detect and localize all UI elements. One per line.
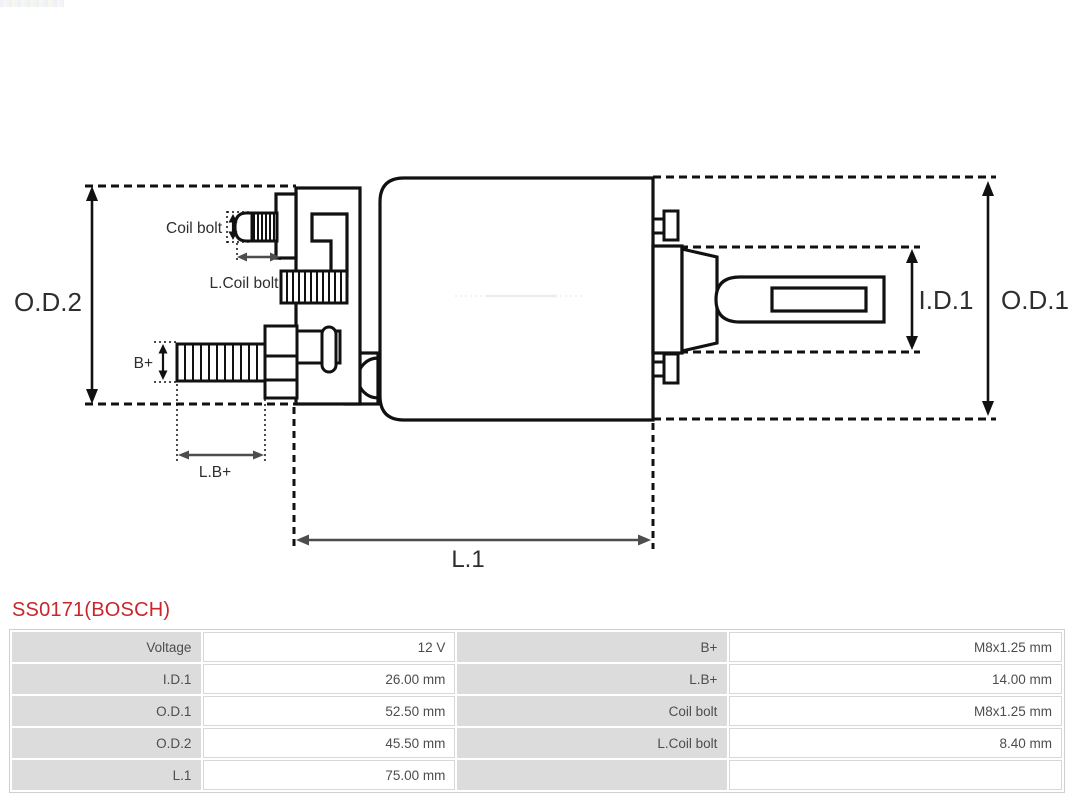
table-row	[12, 728, 1062, 758]
spec-label	[457, 760, 727, 790]
od2-label: O.D.2	[14, 287, 82, 317]
spec-value: 26.00 mm	[203, 664, 455, 694]
b-plus-label: B+	[133, 355, 153, 372]
table-row	[12, 664, 1062, 694]
spec-table	[9, 629, 1065, 793]
lb-plus-label: L.B+	[198, 464, 232, 481]
dim-l1	[296, 535, 651, 574]
spec-label: Voltage	[12, 632, 201, 662]
dim-od2	[14, 186, 98, 404]
dim-b-plus	[134, 344, 168, 380]
spec-value: 75.00 mm	[203, 760, 455, 790]
spec-label: O.D.1	[12, 696, 201, 726]
spec-label: L.Coil bolt	[457, 728, 727, 758]
id1-label: I.D.1	[918, 285, 974, 315]
spec-value: 52.50 mm	[203, 696, 455, 726]
spec-label: B+	[457, 632, 727, 662]
spec-label: L.1	[12, 760, 201, 790]
table-row	[12, 696, 1062, 726]
dim-lb-plus	[178, 451, 264, 482]
table-row	[12, 632, 1062, 662]
solenoid-body	[380, 178, 653, 420]
od1-label: O.D.1	[1001, 285, 1069, 315]
l-coil-bolt-label: L.Coil bolt	[209, 275, 279, 292]
spec-value: 12 V	[203, 632, 455, 662]
table-row	[12, 760, 1062, 790]
spec-value: M8x1.25 mm	[729, 632, 1062, 662]
leader-lines	[154, 211, 280, 462]
spec-label: L.B+	[457, 664, 727, 694]
plunger-shaft	[653, 246, 884, 353]
spec-label: O.D.2	[12, 728, 201, 758]
spec-value: 14.00 mm	[729, 664, 1062, 694]
dim-id1	[906, 249, 973, 350]
coil-bolt-label: Coil bolt	[166, 220, 222, 237]
l1-label: L.1	[451, 546, 485, 573]
spec-value	[729, 760, 1062, 790]
spec-value: 8.40 mm	[729, 728, 1062, 758]
spec-value: 45.50 mm	[203, 728, 455, 758]
dim-l-coil-bolt	[210, 253, 280, 293]
part-number-title: SS0171(BOSCH)	[12, 599, 171, 621]
spec-value: M8x1.25 mm	[729, 696, 1062, 726]
dim-od1	[982, 181, 1069, 416]
spec-label: Coil bolt	[457, 696, 727, 726]
spec-label: I.D.1	[12, 664, 201, 694]
